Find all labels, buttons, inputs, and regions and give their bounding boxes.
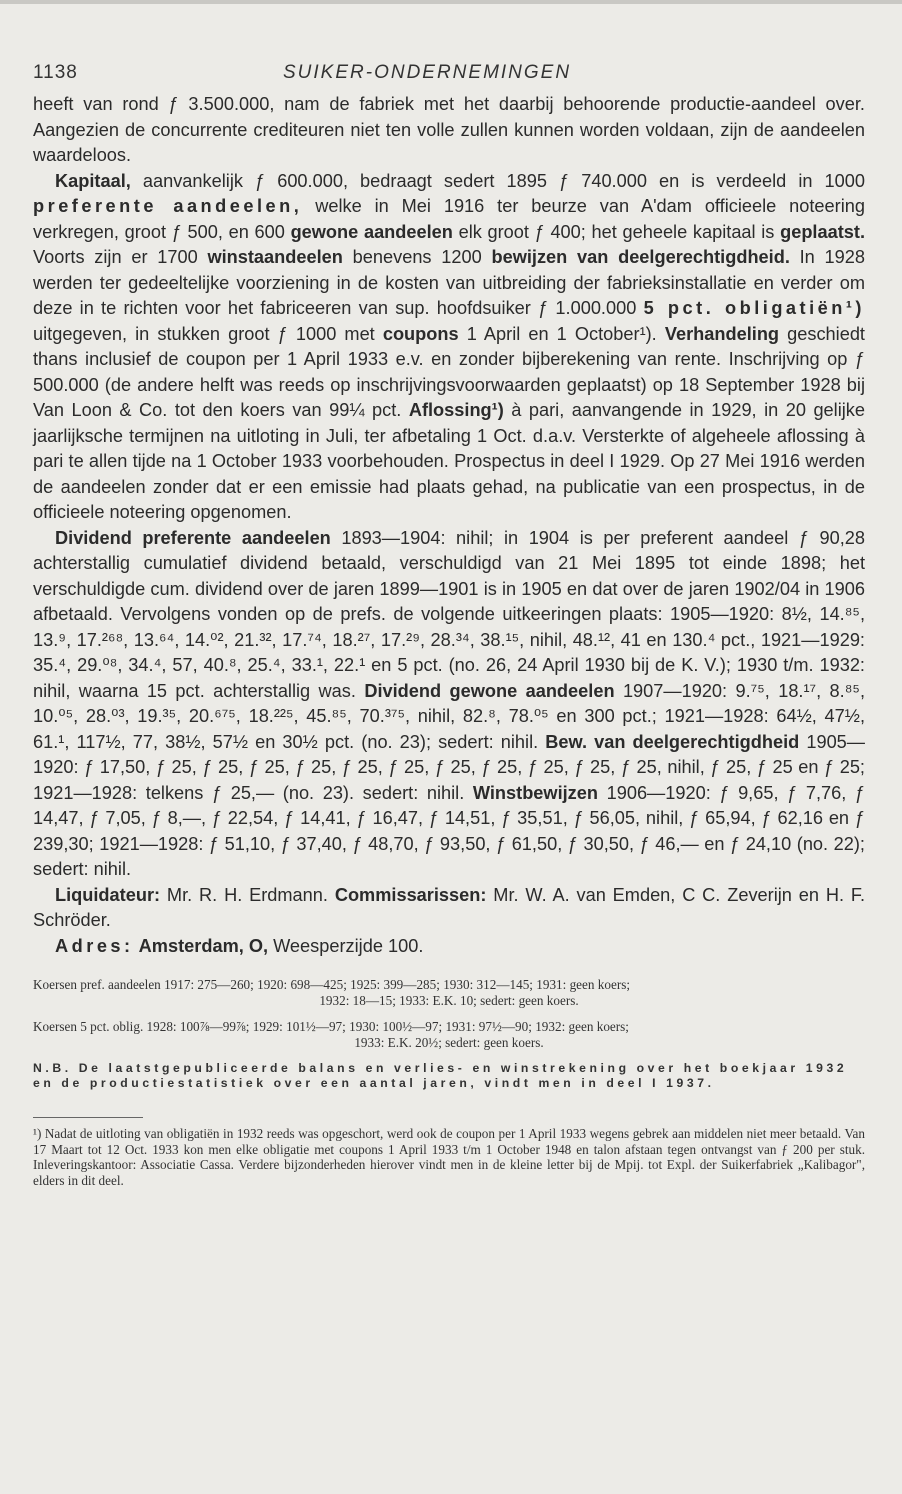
label-geplaatst: geplaatst. — [780, 221, 865, 242]
label-city: Amsterdam, O, — [138, 935, 269, 956]
label-bewijzen-deelgerechtigdheid: Bew. van deelgerechtigdheid — [545, 731, 800, 752]
text: Weesperzijde 100. — [268, 935, 424, 956]
page-header — [33, 58, 865, 92]
footnote-rule — [33, 1117, 143, 1118]
label-winstbewijzen: Winstbewijzen — [472, 782, 598, 803]
paragraph-adres — [33, 934, 865, 960]
label-verhandeling: Verhandeling — [664, 323, 780, 344]
text: welke in Mei 1916 ter beurze van A'dam officieele noteering verkregen, groot ƒ 500, en 600 — [33, 196, 865, 242]
text: aanvankelijk ƒ 600.000, bedraagt sedert 1895 ƒ 740.000 en is verdeeld in 1000 — [130, 170, 865, 191]
koersen-pref — [33, 977, 865, 1009]
label-preferente-aandeelen: preferente aandeelen, — [33, 196, 303, 216]
text: uitgegeven, in stukken groot ƒ 1000 met — [33, 323, 383, 344]
main-text — [33, 92, 865, 959]
label-aflossing: Aflossing¹) — [408, 400, 504, 420]
koersen-line: 1932: 18—15; 1933: E.K. 10; sedert: geen koers. — [319, 993, 579, 1008]
label-kapitaal: Kapitaal, — [55, 170, 131, 191]
text: Mr. R. H. Erdmann. — [160, 884, 335, 905]
text: 1 April en 1 October¹). — [458, 323, 665, 344]
koersen-block — [33, 977, 865, 1051]
label-winstaandeelen: winstaandeelen — [207, 247, 343, 267]
paragraph-dividend — [33, 526, 865, 883]
paragraph-kapitaal — [33, 169, 865, 526]
label-liquidateur: Liquidateur: — [55, 884, 161, 905]
text: 1906—1920: ƒ 9,65, ƒ 7,76, ƒ 14,47, ƒ 7,05, ƒ 8,—, ƒ 22,54, ƒ 14,41, ƒ 16,47, ƒ 14,51, ƒ 35,51, ƒ 56,05, nihil, ƒ 65,94, ƒ 62,16 en ƒ 239,30; 1921—1928: ƒ 51,10, ƒ 37,40, ƒ 48,70, ƒ 93,50, ƒ 61,50, ƒ 30,50, ƒ 46,— en ƒ 24,10 (no. 22); sedert: nihil. — [33, 782, 866, 879]
label-bewijzen: bewijzen van deelgerechtigdheid. — [491, 247, 790, 267]
label-adres: Adres: — [55, 935, 134, 956]
koersen-line: Koersen pref. aandeelen 1917: 275—260; 1920: 698—425; 1925: 399—285; 1930: 312—145; 1931: geen koers; — [33, 977, 631, 992]
top-edge — [0, 0, 902, 4]
label-dividend-preferente: Dividend preferente aandeelen — [55, 527, 331, 548]
text: Mr. W. A. van Emden, C C. Zeverijn en H. F. Schröder. — [33, 884, 866, 930]
text: 1907—1920: 9.⁷⁵, 18.¹⁷, 8.⁸⁵, 10.⁰⁵, 28.⁰³, 19.³⁵, 20.⁶⁷⁵, 18.²²⁵, 45.⁸⁵, 70.³⁷⁵, nihil, 82.⁸, 78.⁰⁵ en 300 pct.; 1921—1928: 64½, 47½, 61.¹, 117½, 77, 38½, 57½ en 30½ pct. (no. 23); sedert: nihil. — [33, 680, 865, 752]
footnote: ¹) Nadat de uitloting van obligatiën in 1932 reeds was opgeschort, werd ook de coupon per 1 April 1933 wegens gebrek aan middelen niet meer betaald. Van 17 Maart tot 12 Oct. 1933 kon men elke obligatie met coupons 1 April 1933 t/m 1 October 1948 en talon afstaan tegen ontvangst van ƒ 200 per stuk. Inleveringskantoor: Associatie Cassa. Verdere bijzonderheden hierover vindt men in de kleine letter bij de Mpij. tot Expl. der Suikerfabriek „Kalibagor", elders in dit deel. — [33, 1126, 865, 1188]
paragraph-bestuur — [33, 883, 865, 934]
text: à pari, aanvangende in 1929, in 20 gelijke jaarlijksche termijnen na uitloting in Juli, ter afbetaling 1 Oct. d.a.v. Versterkte of algeheele aflossing à pari te allen tijde na 1 October 1933 voorbehouden. Prospectus in deel I 1929. Op 27 Mei 1916 werden de aandeelen zonder dat er een emissie had plaats gehad, na publicatie van een prospectus, in de officieele noteering opgenomen. — [33, 400, 866, 522]
text: 1905—1920: ƒ 17,50, ƒ 25, ƒ 25, ƒ 25, ƒ 25, ƒ 25, ƒ 25, ƒ 25, ƒ 25, ƒ 25, ƒ 25, ƒ 25, nihil, ƒ 25, ƒ 25 en ƒ 25; 1921—1928: telkens ƒ 25,— (no. 23). sedert: nihil. — [33, 731, 865, 803]
label-gewone-aandeelen: gewone aandeelen — [290, 221, 453, 242]
label-commissarissen: Commissarissen: — [334, 884, 487, 905]
koersen-line: 1933: E.K. 20½; sedert: geen koers. — [354, 1035, 544, 1050]
koersen-line: Koersen 5 pct. oblig. 1928: 100⅞—99⅞; 1929: 101½—97; 1930: 100½—97; 1931: 97½—90; 1932: geen koers; — [33, 1019, 629, 1034]
label-obligatien: 5 pct. obligatiën¹) — [643, 298, 865, 318]
paragraph-intro: heeft van rond ƒ 3.500.000, nam de fabriek met het daarbij behoorende productie-aandeel over. Aangezien de concurrente crediteuren niet ten volle zullen kunnen worden voldaan, zijn de aandeelen waardeloos. — [33, 94, 865, 165]
page-number: 1138 — [33, 62, 78, 83]
text: elk groot ƒ 400; het geheele kapitaal is — [452, 221, 781, 242]
text: geschiedt thans inclusief de coupon per 1 April 1933 e.v. en zonder bijberekening van rente. Inschrijving op ƒ 500.000 (de andere helft was reeds op inschrijvingsvoorwaarden geplaatst) op 18 September 1928 bij Van Loon & Co. tot den koers van 99¼ pct. — [33, 323, 865, 420]
nota-bene: N.B. De laatstgepubliceerde balans en verlies- en winstrekening over het boekjaar 1932 en de productiestatistiek over een aantal jaren, vindt men in deel I 1937. — [33, 1061, 848, 1090]
label-dividend-gewone: Dividend gewone aandeelen — [364, 680, 615, 701]
running-title: SUIKER-ONDERNEMINGEN — [283, 62, 572, 83]
text: Voorts zijn er 1700 — [33, 247, 208, 267]
text: In 1928 werden ter gedeeltelijke voorziening in de kosten van uitbreiding der fabrieksinstallatie en verder om deze in te richten voor het fabriceeren van sup. hoofdsuiker ƒ 1.000.000 — [33, 247, 865, 318]
text: benevens 1200 — [342, 247, 492, 267]
text: 1893—1904: nihil; in 1904 is per preferent aandeel ƒ 90,28 achterstallig cumulatief dividend betaald, verschuldigd van 21 Mei 1895 tot einde 1898; het verschuldigde cum. dividend over de jaren 1899—1901 is in 1905 en dat over de jaren 1902/04 in 1906 afbetaald. Vervolgens vonden op de prefs. de volgende uitkeeringen plaats: 1905—1920: 8½, 14.⁸⁵, 13.⁹, 17.²⁶⁸, 13.⁶⁴, 14.⁰², 21.³², 17.⁷⁴, 18.²⁷, 17.²⁹, 28.³⁴, 38.¹⁵, nihil, 48.¹², 41 en 130.⁴ pct., 1921—1929: 35.⁴, 29.⁰⁸, 34.⁴, 57, 40.⁸, 25.⁴, 33.¹, 22.¹ en 5 pct. (no. 26, 24 April 1930 bij de K. V.); 1930 t/m. 1932: nihil, waarna 15 pct. achterstallig was. — [33, 527, 865, 701]
koersen-oblig — [33, 1019, 865, 1051]
label-coupons: coupons — [382, 323, 459, 344]
